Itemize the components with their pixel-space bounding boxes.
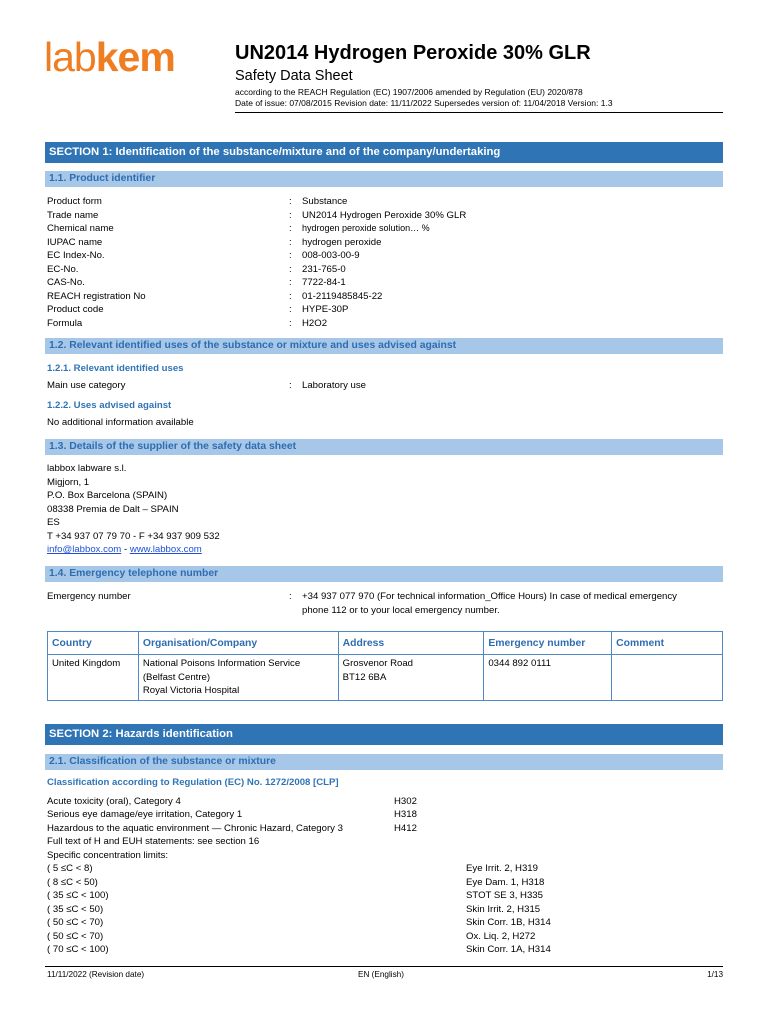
revision-line: Date of issue: 07/08/2015 Revision date: 11/11/2022 Supersedes version of: 11/04/2018 Version: 1.3: [235, 98, 613, 108]
limit-class: Skin Corr. 1A, H314: [466, 944, 551, 955]
supplier-street: Migjorn, 1: [47, 476, 90, 488]
footer-divider: [45, 966, 723, 967]
logo-part-lab: lab: [44, 34, 96, 80]
column-header-comment: Comment: [612, 632, 723, 655]
cas-no-label: CAS-No.: [47, 277, 85, 288]
regulation-line: according to the REACH Regulation (EC) 1907/2006 amended by Regulation (EU) 2020/878: [235, 87, 583, 97]
footer-revision-date: 11/11/2022 (Revision date): [47, 970, 145, 979]
email-link[interactable]: info@labbox.com: [47, 544, 122, 555]
classification-heading: 2.1. Classification of the substance or mixture: [45, 754, 723, 770]
reach-no-value: 01-2119485845-22: [302, 290, 383, 302]
supplier-address: [47, 462, 220, 557]
limit-range: ( 35 ≤C < 100): [47, 890, 109, 901]
chemical-name-label: Chemical name: [47, 223, 114, 234]
header-divider: [235, 112, 723, 113]
emergency-contacts-table: [47, 631, 723, 701]
footer-page-number: 1/13: [707, 970, 723, 979]
identified-uses-heading: 1.2. Relevant identified uses of the substance or mixture and uses advised against: [45, 338, 723, 354]
classification-label: Hazardous to the aquatic environment — Chronic Hazard, Category 3: [47, 822, 343, 834]
labkem-logo: [44, 34, 175, 80]
link-separator: -: [121, 544, 130, 555]
limit-range: ( 35 ≤C < 50): [47, 903, 104, 915]
supplier-details-heading: 1.3. Details of the supplier of the safety data sheet: [45, 439, 723, 455]
document-subtitle: Safety Data Sheet: [235, 68, 353, 84]
website-link[interactable]: www.labbox.com: [129, 544, 202, 555]
supplier-company: labbox labware s.l.: [47, 463, 127, 474]
limit-range: ( 5 ≤C < 8): [47, 863, 93, 874]
emergency-phone-heading: 1.4. Emergency telephone number: [45, 566, 723, 582]
chemical-name-value: hydrogen peroxide solution… %: [302, 223, 430, 233]
main-use-value: Laboratory use: [302, 380, 366, 391]
hazard-code: H302: [394, 795, 417, 807]
column-header-country: Country: [48, 632, 139, 655]
supplier-links: [47, 543, 220, 557]
address-line: BT12 6BA: [342, 671, 387, 683]
supplier-city: 08338 Premia de Dalt – SPAIN: [47, 503, 179, 515]
emergency-number-value: +34 937 077 970 (For technical information_Office Hours) In case of medical emergency: [302, 591, 677, 602]
logo-part-kem: kem: [95, 34, 175, 80]
limit-range: ( 50 ≤C < 70): [47, 930, 104, 942]
address-line: Grosvenor Road: [342, 658, 414, 669]
relevant-uses-heading: 1.2.1. Relevant identified uses: [47, 363, 184, 374]
limit-class: STOT SE 3, H335: [466, 890, 543, 901]
classification-label: Acute toxicity (oral), Category 4: [47, 795, 181, 807]
iupac-name-value: hydrogen peroxide: [302, 236, 382, 248]
limit-class: Ox. Liq. 2, H272: [466, 930, 536, 942]
classification-label: Serious eye damage/eye irritation, Category 1: [47, 809, 243, 820]
cell-emergency-number: 0344 892 0111: [484, 655, 612, 701]
limit-class: Eye Irrit. 2, H319: [466, 863, 538, 874]
cell-comment: [612, 655, 723, 701]
formula-value: H2O2: [302, 317, 328, 329]
org-line: Royal Victoria Hospital: [142, 685, 240, 696]
full-text-note: Full text of H and EUH statements: see section 16: [47, 836, 260, 847]
product-form-label: Product form: [47, 196, 102, 207]
supplier-phone-fax: T +34 937 07 79 70 - F +34 937 909 532: [47, 530, 220, 542]
no-additional-info: No additional information available: [47, 417, 194, 428]
limit-range: ( 50 ≤C < 70): [47, 917, 104, 928]
ec-index-label: EC Index-No.: [47, 250, 105, 261]
org-line: (Belfast Centre): [142, 671, 211, 683]
product-identifier-heading: 1.1. Product identifier: [45, 171, 723, 187]
table-header-row: [48, 632, 723, 655]
cell-organisation: [138, 655, 338, 701]
iupac-name-label: IUPAC name: [47, 236, 103, 248]
limit-class: Skin Corr. 1B, H314: [466, 917, 551, 928]
column-header-organisation: Organisation/Company: [138, 632, 338, 655]
reach-no-label: REACH registration No: [47, 290, 146, 302]
limit-class: Eye Dam. 1, H318: [466, 876, 545, 888]
product-code-value: HYPE-30P: [302, 304, 349, 315]
emergency-number-value-cont: phone 112 or to your local emergency number.: [302, 604, 500, 616]
ec-index-value: 008-003-00-9: [302, 250, 360, 261]
cell-address: [338, 655, 484, 701]
product-code-label: Product code: [47, 304, 104, 315]
footer-language: EN (English): [358, 970, 404, 979]
main-use-label: Main use category: [47, 380, 126, 391]
ec-no-label: EC-No.: [47, 263, 79, 275]
hazard-code: H318: [394, 809, 417, 820]
ec-no-value: 231-765-0: [302, 263, 346, 275]
clp-classification-heading: Classification according to Regulation (EC) No. 1272/2008 [CLP]: [47, 777, 339, 788]
limit-range: ( 8 ≤C < 50): [47, 876, 98, 888]
emergency-number-label: Emergency number: [47, 591, 131, 602]
hazard-code: H412: [394, 822, 417, 834]
cas-no-value: 7722-84-1: [302, 277, 346, 288]
supplier-country: ES: [47, 517, 60, 528]
limit-class: Skin Irrit. 2, H315: [466, 903, 541, 915]
column-header-emergency-number: Emergency number: [484, 632, 612, 655]
section-1-heading: SECTION 1: Identification of the substance/mixture and of the company/undertaking: [45, 142, 723, 163]
formula-label: Formula: [47, 317, 83, 329]
table-row: [48, 655, 723, 701]
concentration-limits-title: Specific concentration limits:: [47, 849, 169, 861]
supplier-po-box: P.O. Box Barcelona (SPAIN): [47, 490, 168, 501]
trade-name-value: UN2014 Hydrogen Peroxide 30% GLR: [302, 209, 467, 221]
limit-range: ( 70 ≤C < 100): [47, 944, 109, 955]
column-header-address: Address: [338, 632, 484, 655]
product-form-value: Substance: [302, 196, 348, 207]
org-line: National Poisons Information Service: [142, 658, 301, 669]
document-title: UN2014 Hydrogen Peroxide 30% GLR: [235, 42, 591, 64]
section-2-heading: SECTION 2: Hazards identification: [45, 724, 723, 745]
uses-advised-against-heading: 1.2.2. Uses advised against: [47, 400, 172, 411]
trade-name-label: Trade name: [47, 209, 99, 221]
cell-country: United Kingdom: [48, 655, 139, 701]
